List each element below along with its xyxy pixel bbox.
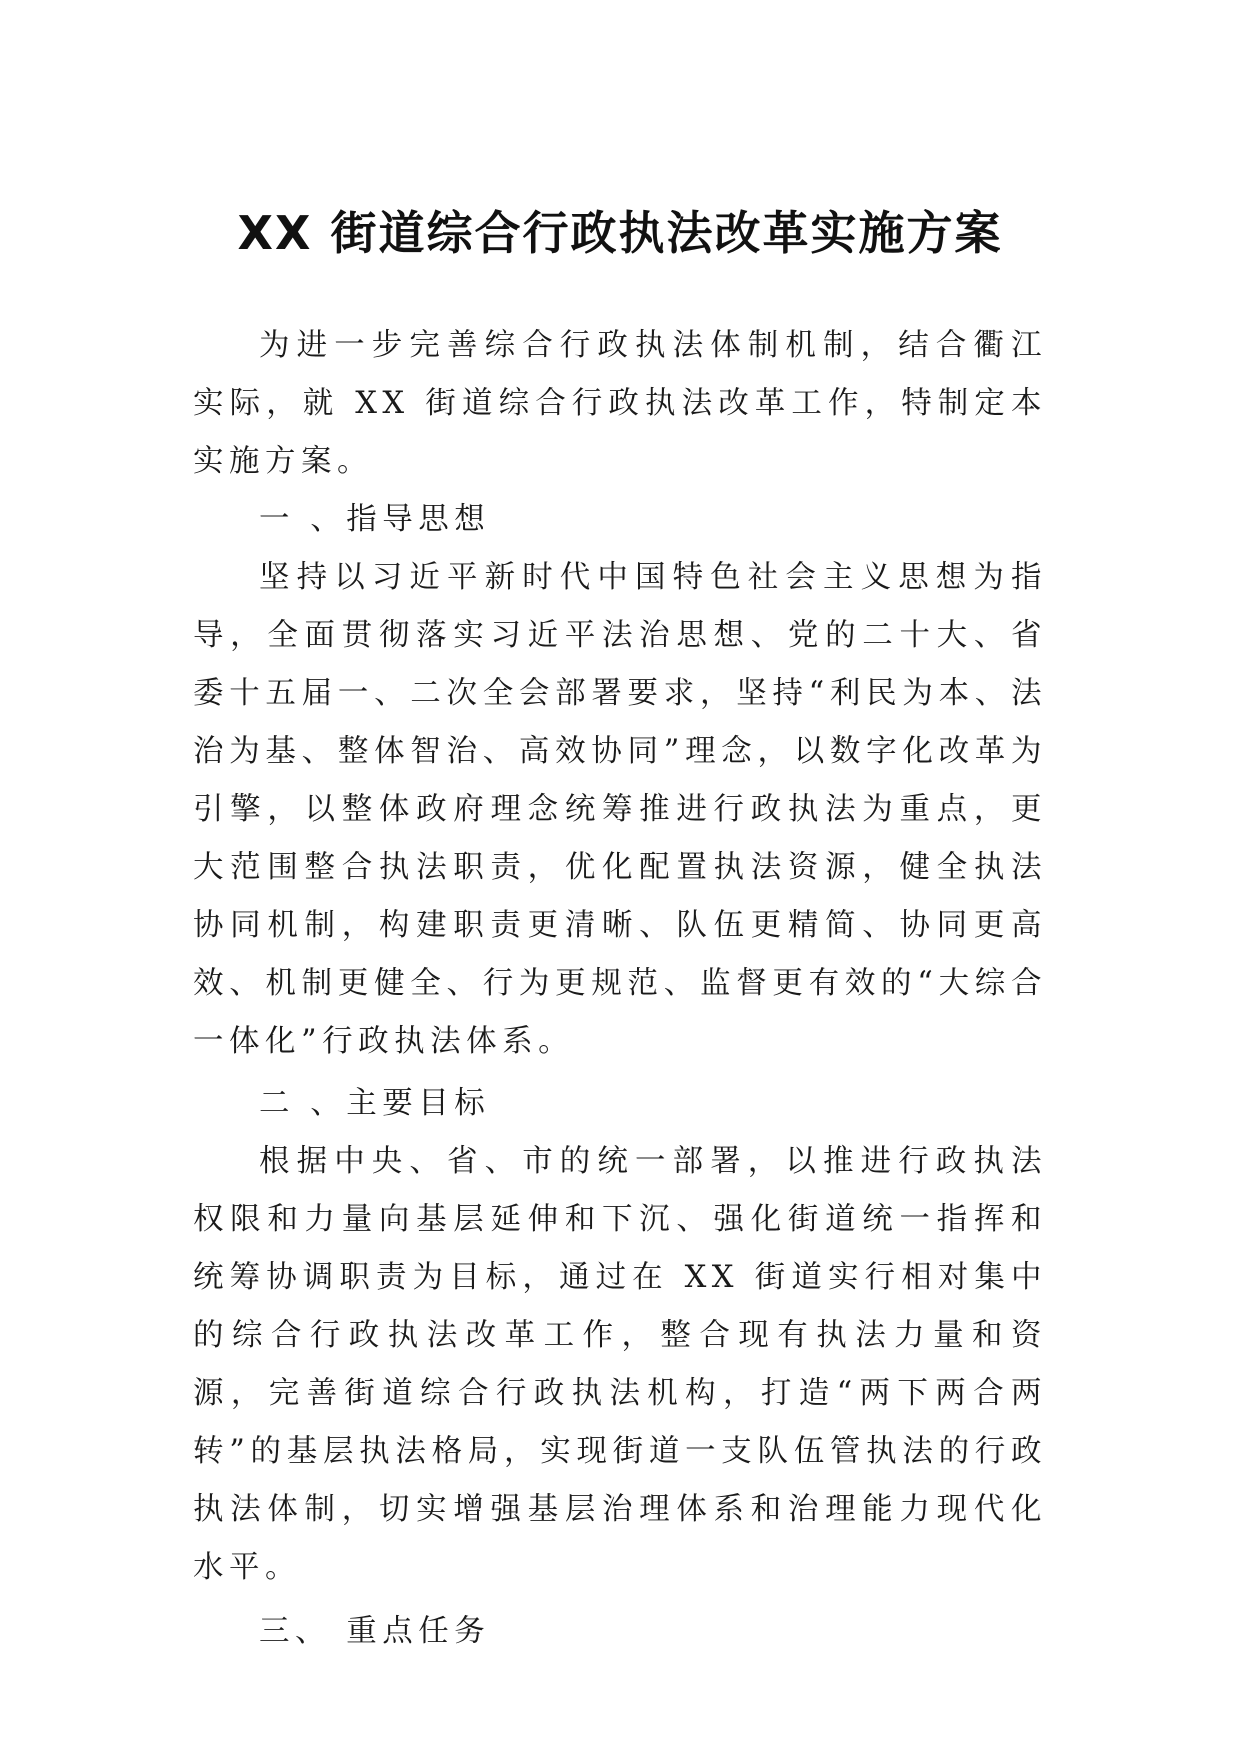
section-body-main-goals: 根据中央、省、市的统一部署，以推进行政执法权限和力量向基层延伸和下沉、强化街道统一指挥和统筹协调职责为目标，通过在 XX 街道实行相对集中的综合行政执法改革工作，整合现有执法力量和资源，完善街道综合行政执法机构，打造“两下两合两转”的基层执法格局，实现街道一支队伍管执法的行政执法体制，切实增强基层治理体系和治理能力现代化水平。	[193, 1144, 1047, 1585]
section-heading-key-tasks: 三、 重点任务	[259, 1614, 491, 1649]
section-heading-guiding-thought: 一 、指导思想	[259, 502, 491, 537]
section-body-guiding-thought: 坚持以习近平新时代中国特色社会主义思想为指导，全面贯彻落实习近平法治思想、党的二十大、省委十五届一、二次全会部署要求，坚持“利民为本、法治为基、整体智治、高效协同”理念，以数字化改革为引擎，以整体政府理念统筹推进行政执法为重点，更大范围整合执法职责，优化配置执法资源，健全执法协同机制，构建职责更清晰、队伍更精简、协同更高效、机制更健全、行为更规范、监督更有效的“大综合一体化”行政执法体系。	[193, 560, 1047, 1059]
section-heading-main-goals: 二 、主要目标	[259, 1086, 491, 1121]
document-body	[193, 317, 1047, 1661]
document-title: XX 街道综合行政执法改革实施方案	[237, 205, 1003, 260]
intro-paragraph: 为进一步完善综合行政执法体制机制，结合衢江实际，就 XX 街道综合行政执法改革工作，特制定本实施方案。	[193, 328, 1047, 479]
